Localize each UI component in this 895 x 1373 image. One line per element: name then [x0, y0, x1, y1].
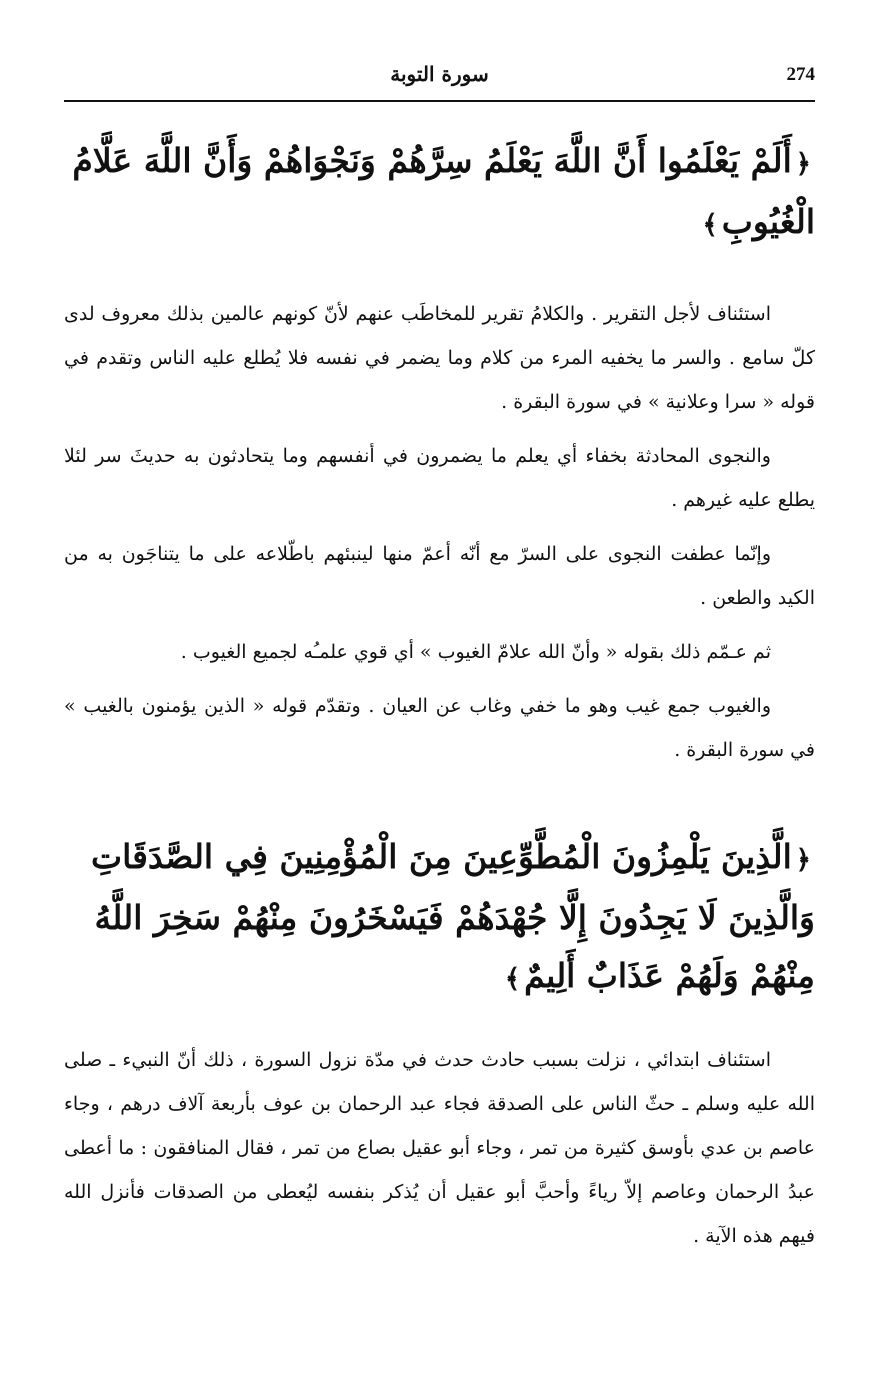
commentary-paragraph: ثم عـمّم ذلك بقوله « وأنّ الله علامّ الغيوب » أي قوي علمـُه لجميع الغيوب . [180, 641, 771, 663]
commentary-paragraph: والنجوى المحادثة بخفاء أي يعلم ما يضمرون في أنفسهم وما يتحادثون به حديثَ سر لئلا يطلع عليه غيرهم . [64, 445, 815, 511]
quran-verse-1 [64, 132, 815, 254]
running-header [64, 60, 815, 102]
commentary-block-2 [64, 1038, 815, 1258]
commentary-paragraph: استئناف لأجل التقرير . والكلامُ تقرير للمخاطَب عنهم لأنّ كونهم عالمين بذلك معروف لدى كلّ سامع . والسر ما يخفيه المرء من كلام وما يضمر في نفسه فلا يُطلع عليه الناس وتقدم في قوله « سرا وعلانية » في سورة البقرة . [64, 303, 815, 413]
quran-verse-2 [64, 828, 815, 1008]
surah-name: سورة التوبة [390, 62, 489, 86]
commentary-paragraph: استئناف ابتدائي ، نزلت بسبب حادث حدث في مدّة نزول السورة ، ذلك أنّ النبيء ـ صلى الله عليه وسلم ـ حثّ الناس على الصدقة فجاء عبد الرحمان بن عوف بأربعة آلاف درهم ، وجاء عاصم بن عدي بأوسق كثيرة من تمر ، وجاء أبو عقيل بصاع من تمر ، فقال المنافقون : ما أعطى عبدُ الرحمان وعاصم إلاّ رياءً وأحبَّ أبو عقيل أن يُذكر بنفسه ليُعطى من الصدقات فأنزل الله فيهم هذه الآية . [64, 1049, 816, 1247]
verse-close-ornament: ﴾ [702, 210, 718, 240]
verse-2-text: الَّذِينَ يَلْمِزُونَ الْمُطَّوِّعِينَ مِنَ الْمُؤْمِنِينَ فِي الصَّدَقَاتِ وَالَّذِينَ لَا يَجِدُونَ إِلَّا جُهْدَهُمْ فَيَسْخَرُونَ مِنْهُمْ سَخِرَ اللَّهُ مِنْهُمْ وَلَهُمْ عَذَابٌ أَلِيمٌ [91, 837, 815, 995]
verse-close-ornament: ﴾ [504, 964, 521, 994]
commentary-paragraph: وإنّما عطفت النجوى على السرّ مع أنّه أعمّ منها لينبئهم باطّلاعه على ما يتناجَون به من الكيد والطعن . [64, 543, 815, 609]
page-number: 274 [786, 64, 815, 85]
commentary-block-1 [64, 292, 815, 772]
verse-open-ornament: ﴿ [795, 149, 811, 179]
verse-open-ornament: ﴿ [795, 845, 811, 875]
verse-1-text: أَلَمْ يَعْلَمُوا أَنَّ اللَّهَ يَعْلَمُ سِرَّهُمْ وَنَجْوَاهُمْ وَأَنَّ اللَّهَ عَلَّامُ الْغُيُوبِ [72, 141, 815, 241]
commentary-paragraph: والغيوب جمع غيب وهو ما خفي وغاب عن العيان . وتقدّم قوله « الذين يؤمنون بالغيب » في سورة البقرة . [64, 695, 815, 761]
